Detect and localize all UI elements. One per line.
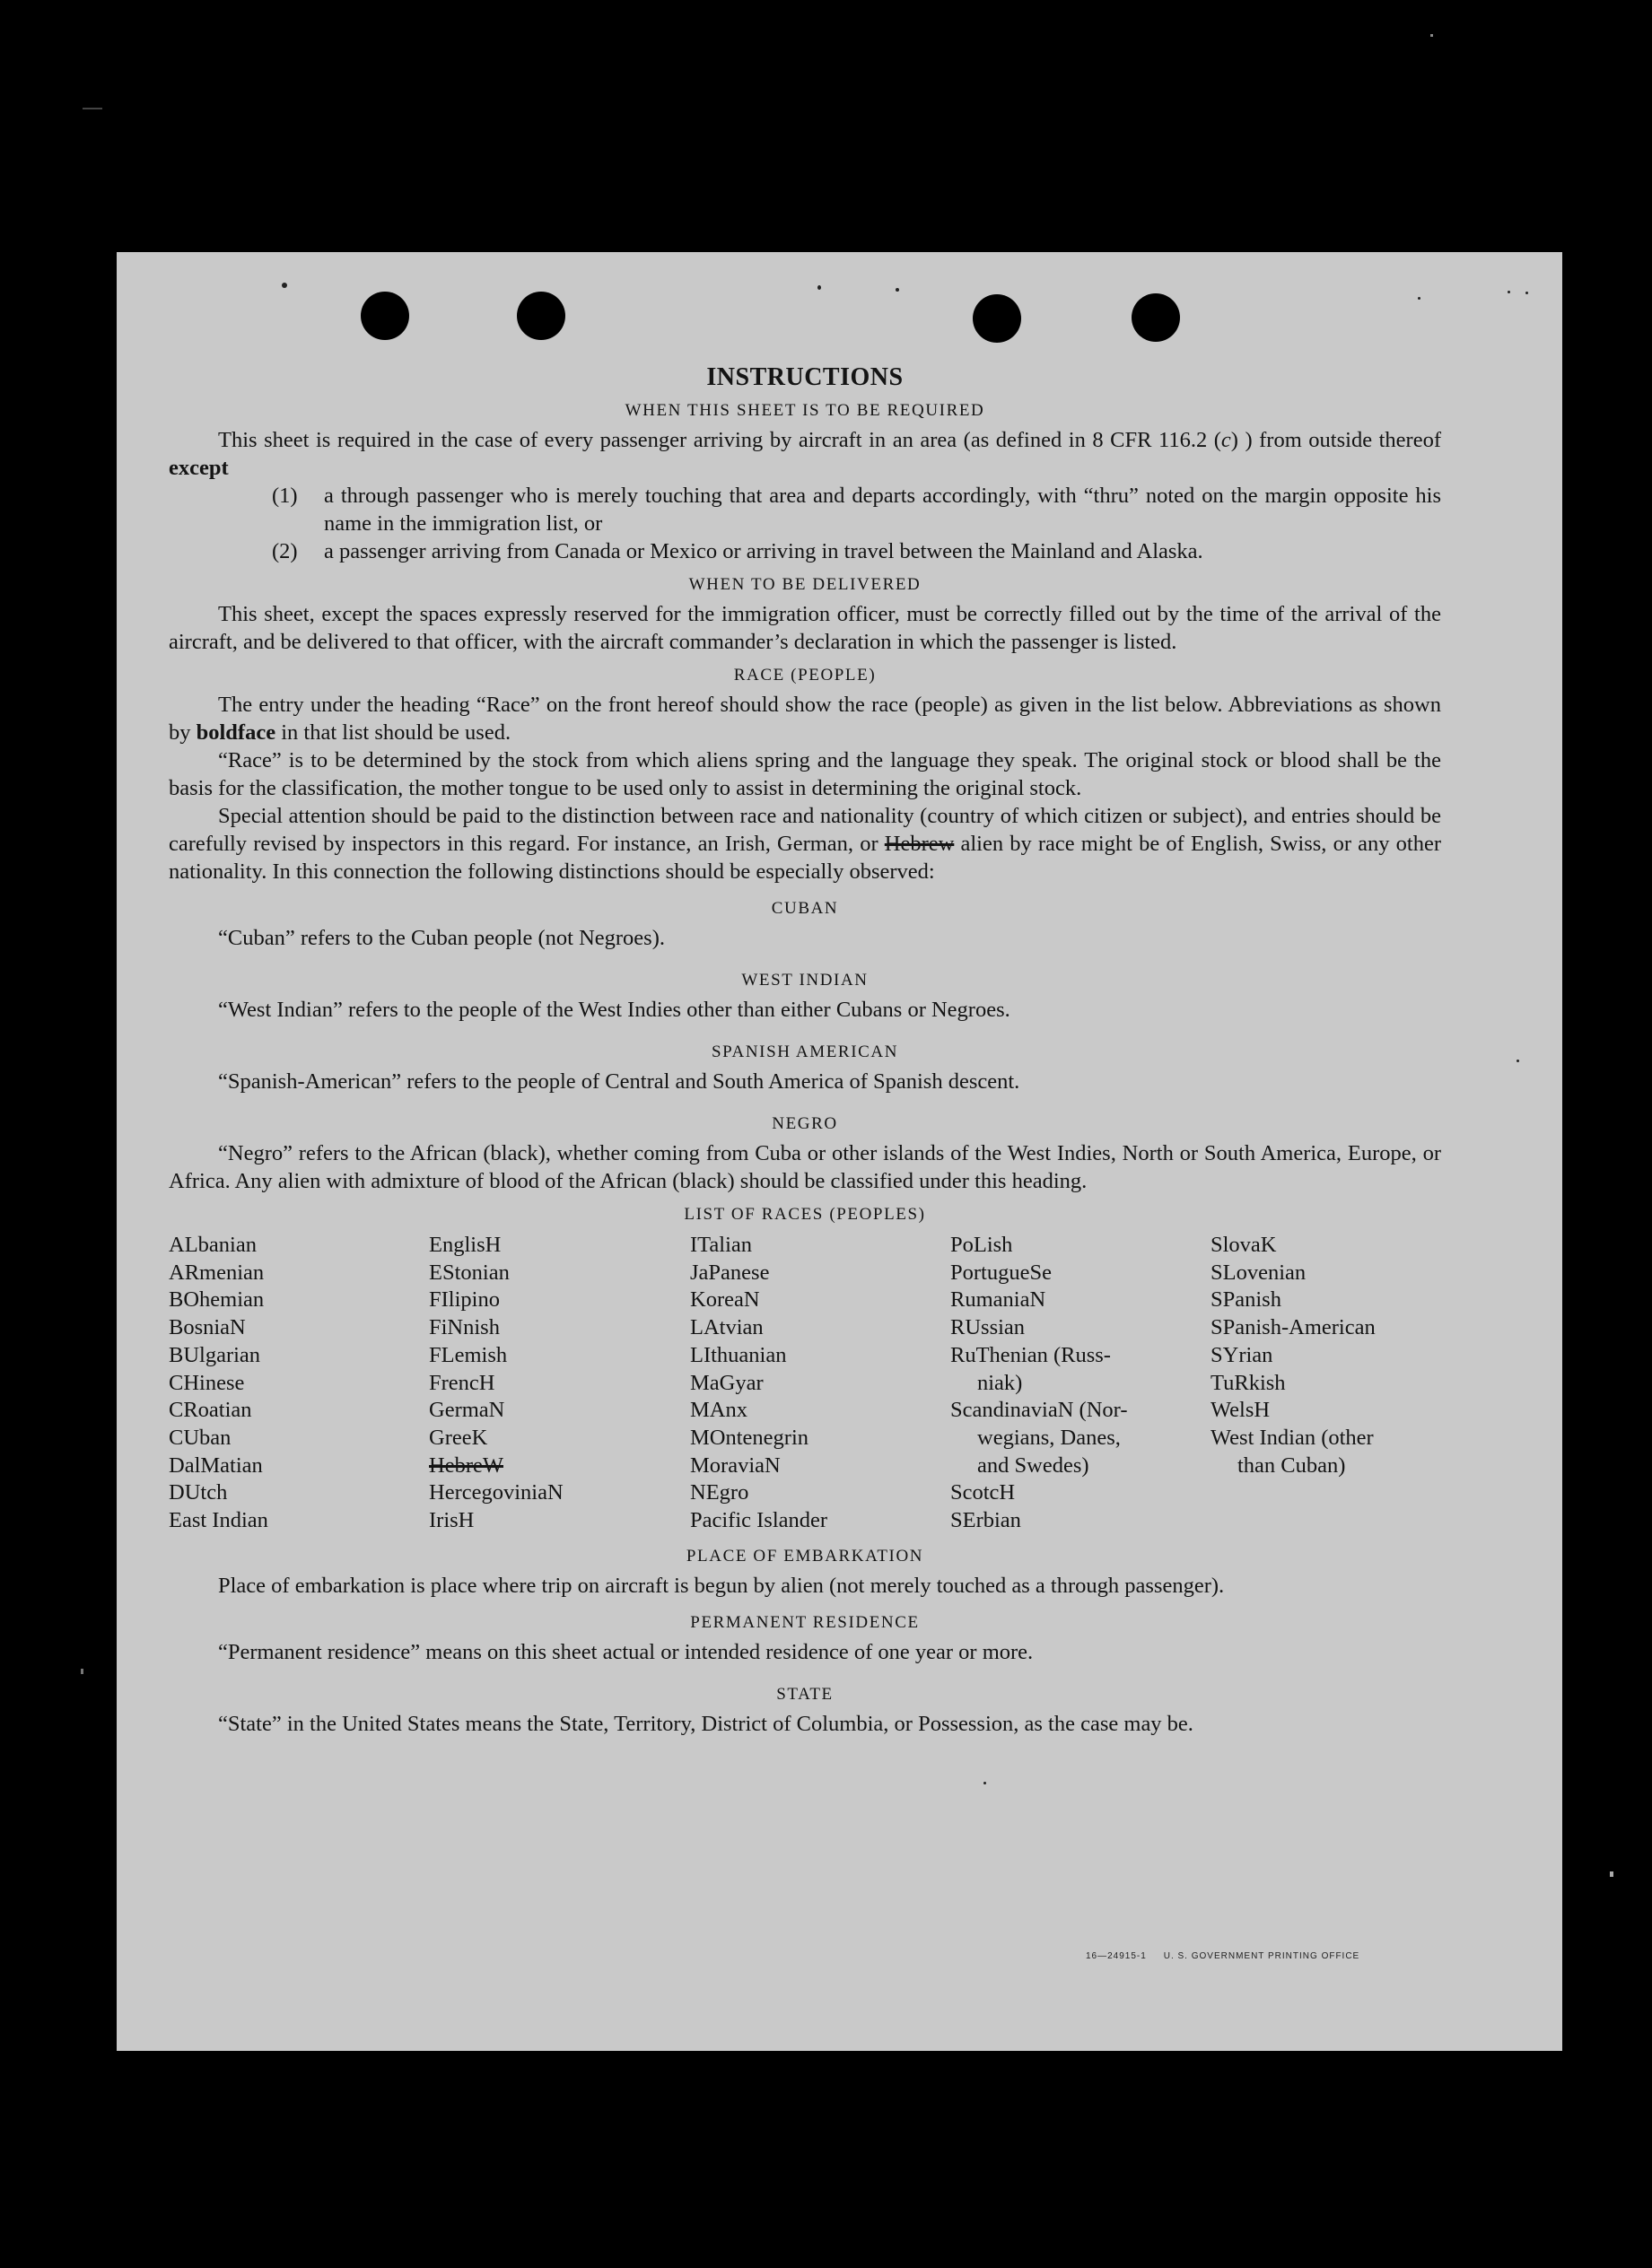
race-entry: GermaN bbox=[429, 1398, 505, 1423]
race-entry: East Indian bbox=[169, 1508, 268, 1533]
race-entry: BosniaN bbox=[169, 1315, 246, 1340]
punch-hole bbox=[361, 292, 409, 340]
race-entry: MoraviaN bbox=[690, 1452, 781, 1478]
intro-subsection: c bbox=[1220, 428, 1231, 452]
instructions-body bbox=[169, 363, 1441, 1738]
item-text: a passenger arriving from Canada or Mexico or arriving in travel between the Mainland and Alaska. bbox=[324, 539, 1203, 563]
scan-mark bbox=[83, 108, 102, 109]
race-entry: SlovaK bbox=[1211, 1233, 1277, 1257]
race-entry: PortugueSe bbox=[950, 1260, 1052, 1285]
section-heading-list-of-races: LIST OF RACES (PEOPLES) bbox=[684, 1205, 926, 1224]
race-entry: PoLish bbox=[950, 1233, 1013, 1257]
race-text: alien by race might be of English, Swiss, or any other nationality. In this connection the following distinctions should be especially observed: bbox=[169, 832, 1441, 884]
dust-speck bbox=[282, 283, 287, 288]
race-entry: ARmenian bbox=[169, 1260, 265, 1285]
when-required-intro bbox=[169, 426, 1441, 482]
race-entry: FIlipino bbox=[429, 1287, 500, 1313]
race-boldface: boldface bbox=[196, 720, 276, 745]
race-entry: MaGyar bbox=[690, 1370, 764, 1395]
race-entry: CRoatian bbox=[169, 1398, 252, 1423]
punch-hole bbox=[517, 292, 565, 340]
dust-speck bbox=[817, 285, 821, 290]
race-entry: NEgro bbox=[690, 1480, 749, 1505]
race-paragraph-1 bbox=[169, 691, 1441, 746]
race-entry: EStonian bbox=[429, 1260, 510, 1285]
race-entry-continuation: than Cuban) bbox=[1237, 1452, 1346, 1478]
race-entry: EnglisH bbox=[429, 1233, 502, 1257]
race-entry: DalMatian bbox=[169, 1452, 263, 1478]
race-text: The entry under the heading “Race” on the front hereof should show the race (people) as given in the list below. Abbreviations as shown by bbox=[169, 693, 1441, 745]
race-entry: TuRkish bbox=[1211, 1370, 1286, 1395]
race-entry: LIthuanian bbox=[690, 1342, 787, 1367]
spanish-american-text: “Spanish-American” refers to the people of Central and South America of Spanish descent. bbox=[218, 1069, 1020, 1094]
race-text: Special attention should be paid to the distinction between race and nationality (country of which citizen or subject), and entries should be carefully revised by inspectors in this regard. For instance, an Irish, German, or bbox=[169, 804, 1441, 856]
race-entry: JaPanese bbox=[690, 1260, 770, 1285]
race-entry: SPanish-American bbox=[1211, 1315, 1376, 1340]
exception-item-1 bbox=[169, 482, 1441, 537]
form-number: 16—24915-1 bbox=[1086, 1951, 1147, 1961]
scan-mark bbox=[1430, 34, 1433, 37]
race-entry: Pacific Islander bbox=[690, 1508, 828, 1533]
section-heading-embarkation: PLACE OF EMBARKATION bbox=[686, 1546, 924, 1566]
state-text: “State” in the United States means the State, Territory, District of Columbia, or Possession, as the case may be. bbox=[218, 1711, 1193, 1736]
race-entry: RUssian bbox=[950, 1315, 1026, 1340]
negro-text: “Negro” refers to the African (black), whether coming from Cuba or other islands of the West Indies, North or South America, Europe, or Africa. Any alien with admixture of blood of the African (black) should be classified under this heading. bbox=[169, 1141, 1441, 1193]
document-sheet bbox=[117, 252, 1562, 2051]
races-column-3 bbox=[690, 1232, 950, 1535]
item-text: a through passenger who is merely touching that area and departs accordingly, with “thru” noted on the margin opposite his name in the immigration list, or bbox=[324, 484, 1441, 536]
race-entry-struck: HebreW bbox=[429, 1452, 503, 1478]
race-entry: SErbian bbox=[950, 1508, 1021, 1533]
race-entry: MOntenegrin bbox=[690, 1425, 809, 1450]
section-heading-when-delivered: WHEN TO BE DELIVERED bbox=[688, 575, 922, 594]
dust-speck bbox=[983, 1782, 986, 1784]
printer-imprint bbox=[1086, 1951, 1359, 1961]
race-entry: CHinese bbox=[169, 1370, 245, 1395]
section-heading-residence: PERMANENT RESIDENCE bbox=[690, 1612, 920, 1632]
exception-item-2 bbox=[169, 537, 1441, 565]
race-entry: LAtvian bbox=[690, 1315, 764, 1340]
when-delivered-text: This sheet, except the spaces expressly reserved for the immigration officer, must be correctly filled out by the time of the arrival of the aircraft, and be delivered to that officer, with the aircraft commander’s declaration in which the passenger is listed. bbox=[169, 602, 1441, 654]
printer-name: U. S. GOVERNMENT PRINTING OFFICE bbox=[1163, 1951, 1360, 1961]
race-entry-continuation: niak) bbox=[977, 1370, 1023, 1395]
scan-mark bbox=[81, 1669, 83, 1674]
cuban-text: “Cuban” refers to the Cuban people (not Negroes). bbox=[218, 926, 665, 950]
race-entry: West Indian (other bbox=[1211, 1425, 1374, 1450]
item-number: (1) bbox=[272, 484, 298, 508]
race-paragraph-2: “Race” is to be determined by the stock from which aliens spring and the language they speak. The original stock or blood shall be the basis for the classification, the mother tongue to be used only to assist in determining the original stock. bbox=[169, 748, 1441, 800]
section-heading-when-required: WHEN THIS SHEET IS TO BE REQUIRED bbox=[625, 401, 985, 420]
race-entry: GreeK bbox=[429, 1425, 488, 1450]
race-entry: FrencH bbox=[429, 1370, 495, 1395]
race-entry: IrisH bbox=[429, 1508, 475, 1533]
residence-text: “Permanent residence” means on this sheet actual or intended residence of one year or more. bbox=[218, 1639, 1034, 1664]
races-column-2 bbox=[429, 1232, 690, 1535]
race-entry: WelsH bbox=[1211, 1398, 1271, 1423]
race-entry: SPanish bbox=[1211, 1287, 1281, 1313]
race-entry-continuation: wegians, Danes, bbox=[977, 1425, 1121, 1450]
race-entry-continuation: and Swedes) bbox=[977, 1452, 1089, 1478]
section-heading-negro: NEGRO bbox=[772, 1114, 838, 1133]
race-entry: FLemish bbox=[429, 1342, 508, 1367]
race-entry: MAnx bbox=[690, 1398, 747, 1423]
dust-speck bbox=[1525, 292, 1528, 294]
scan-mark bbox=[1610, 1871, 1613, 1877]
race-entry: FiNnish bbox=[429, 1315, 500, 1340]
race-paragraph-3 bbox=[169, 802, 1441, 885]
dust-speck bbox=[896, 288, 899, 292]
race-entry: ITalian bbox=[690, 1233, 753, 1257]
section-heading-spanish-american: SPANISH AMERICAN bbox=[711, 1042, 899, 1061]
page-title: INSTRUCTIONS bbox=[706, 363, 904, 391]
race-entry: DUtch bbox=[169, 1480, 228, 1505]
race-entry: ScandinaviaN (Nor- bbox=[950, 1398, 1128, 1423]
item-number: (2) bbox=[272, 539, 298, 563]
race-entry: SYrian bbox=[1211, 1342, 1273, 1367]
race-entry: BOhemian bbox=[169, 1287, 265, 1313]
race-entry: CUban bbox=[169, 1425, 232, 1450]
west-indian-text: “West Indian” refers to the people of the West Indies other than either Cubans or Negroes. bbox=[218, 998, 1010, 1022]
punch-hole bbox=[973, 294, 1021, 343]
punch-hole bbox=[1132, 293, 1180, 342]
race-entry: SLovenian bbox=[1211, 1260, 1307, 1285]
race-entry: BUlgarian bbox=[169, 1342, 261, 1367]
embarkation-text: Place of embarkation is place where trip on aircraft is begun by alien (not merely touched as a through passenger). bbox=[218, 1573, 1225, 1598]
race-entry: KoreaN bbox=[690, 1287, 760, 1313]
section-heading-west-indian: WEST INDIAN bbox=[741, 971, 869, 990]
race-entry: RuThenian (Russ- bbox=[950, 1342, 1111, 1367]
races-column-1 bbox=[169, 1232, 429, 1535]
section-heading-race: RACE (PEOPLE) bbox=[733, 666, 877, 685]
dust-speck bbox=[1418, 297, 1420, 300]
section-heading-state: STATE bbox=[776, 1684, 834, 1704]
race-entry: HercegoviniaN bbox=[429, 1480, 564, 1505]
struck-word: Hebrew bbox=[884, 832, 955, 856]
intro-text: This sheet is required in the case of every passenger arriving by aircraft in an area (as defined in 8 CFR 116.2 ( bbox=[218, 428, 1221, 452]
dust-speck bbox=[1517, 1060, 1519, 1062]
section-heading-cuban: CUBAN bbox=[771, 899, 839, 918]
race-text: in that list should be used. bbox=[275, 720, 511, 745]
races-list bbox=[169, 1232, 1441, 1535]
dust-speck bbox=[1508, 291, 1510, 293]
races-column-4 bbox=[950, 1232, 1211, 1535]
race-entry: ScotcH bbox=[950, 1480, 1016, 1505]
race-entry: ALbanian bbox=[169, 1233, 257, 1257]
intro-text: ) ) from outside thereof bbox=[1230, 428, 1441, 452]
intro-except: except bbox=[169, 456, 229, 480]
races-column-5 bbox=[1211, 1232, 1441, 1535]
race-entry: RumaniaN bbox=[950, 1287, 1046, 1313]
